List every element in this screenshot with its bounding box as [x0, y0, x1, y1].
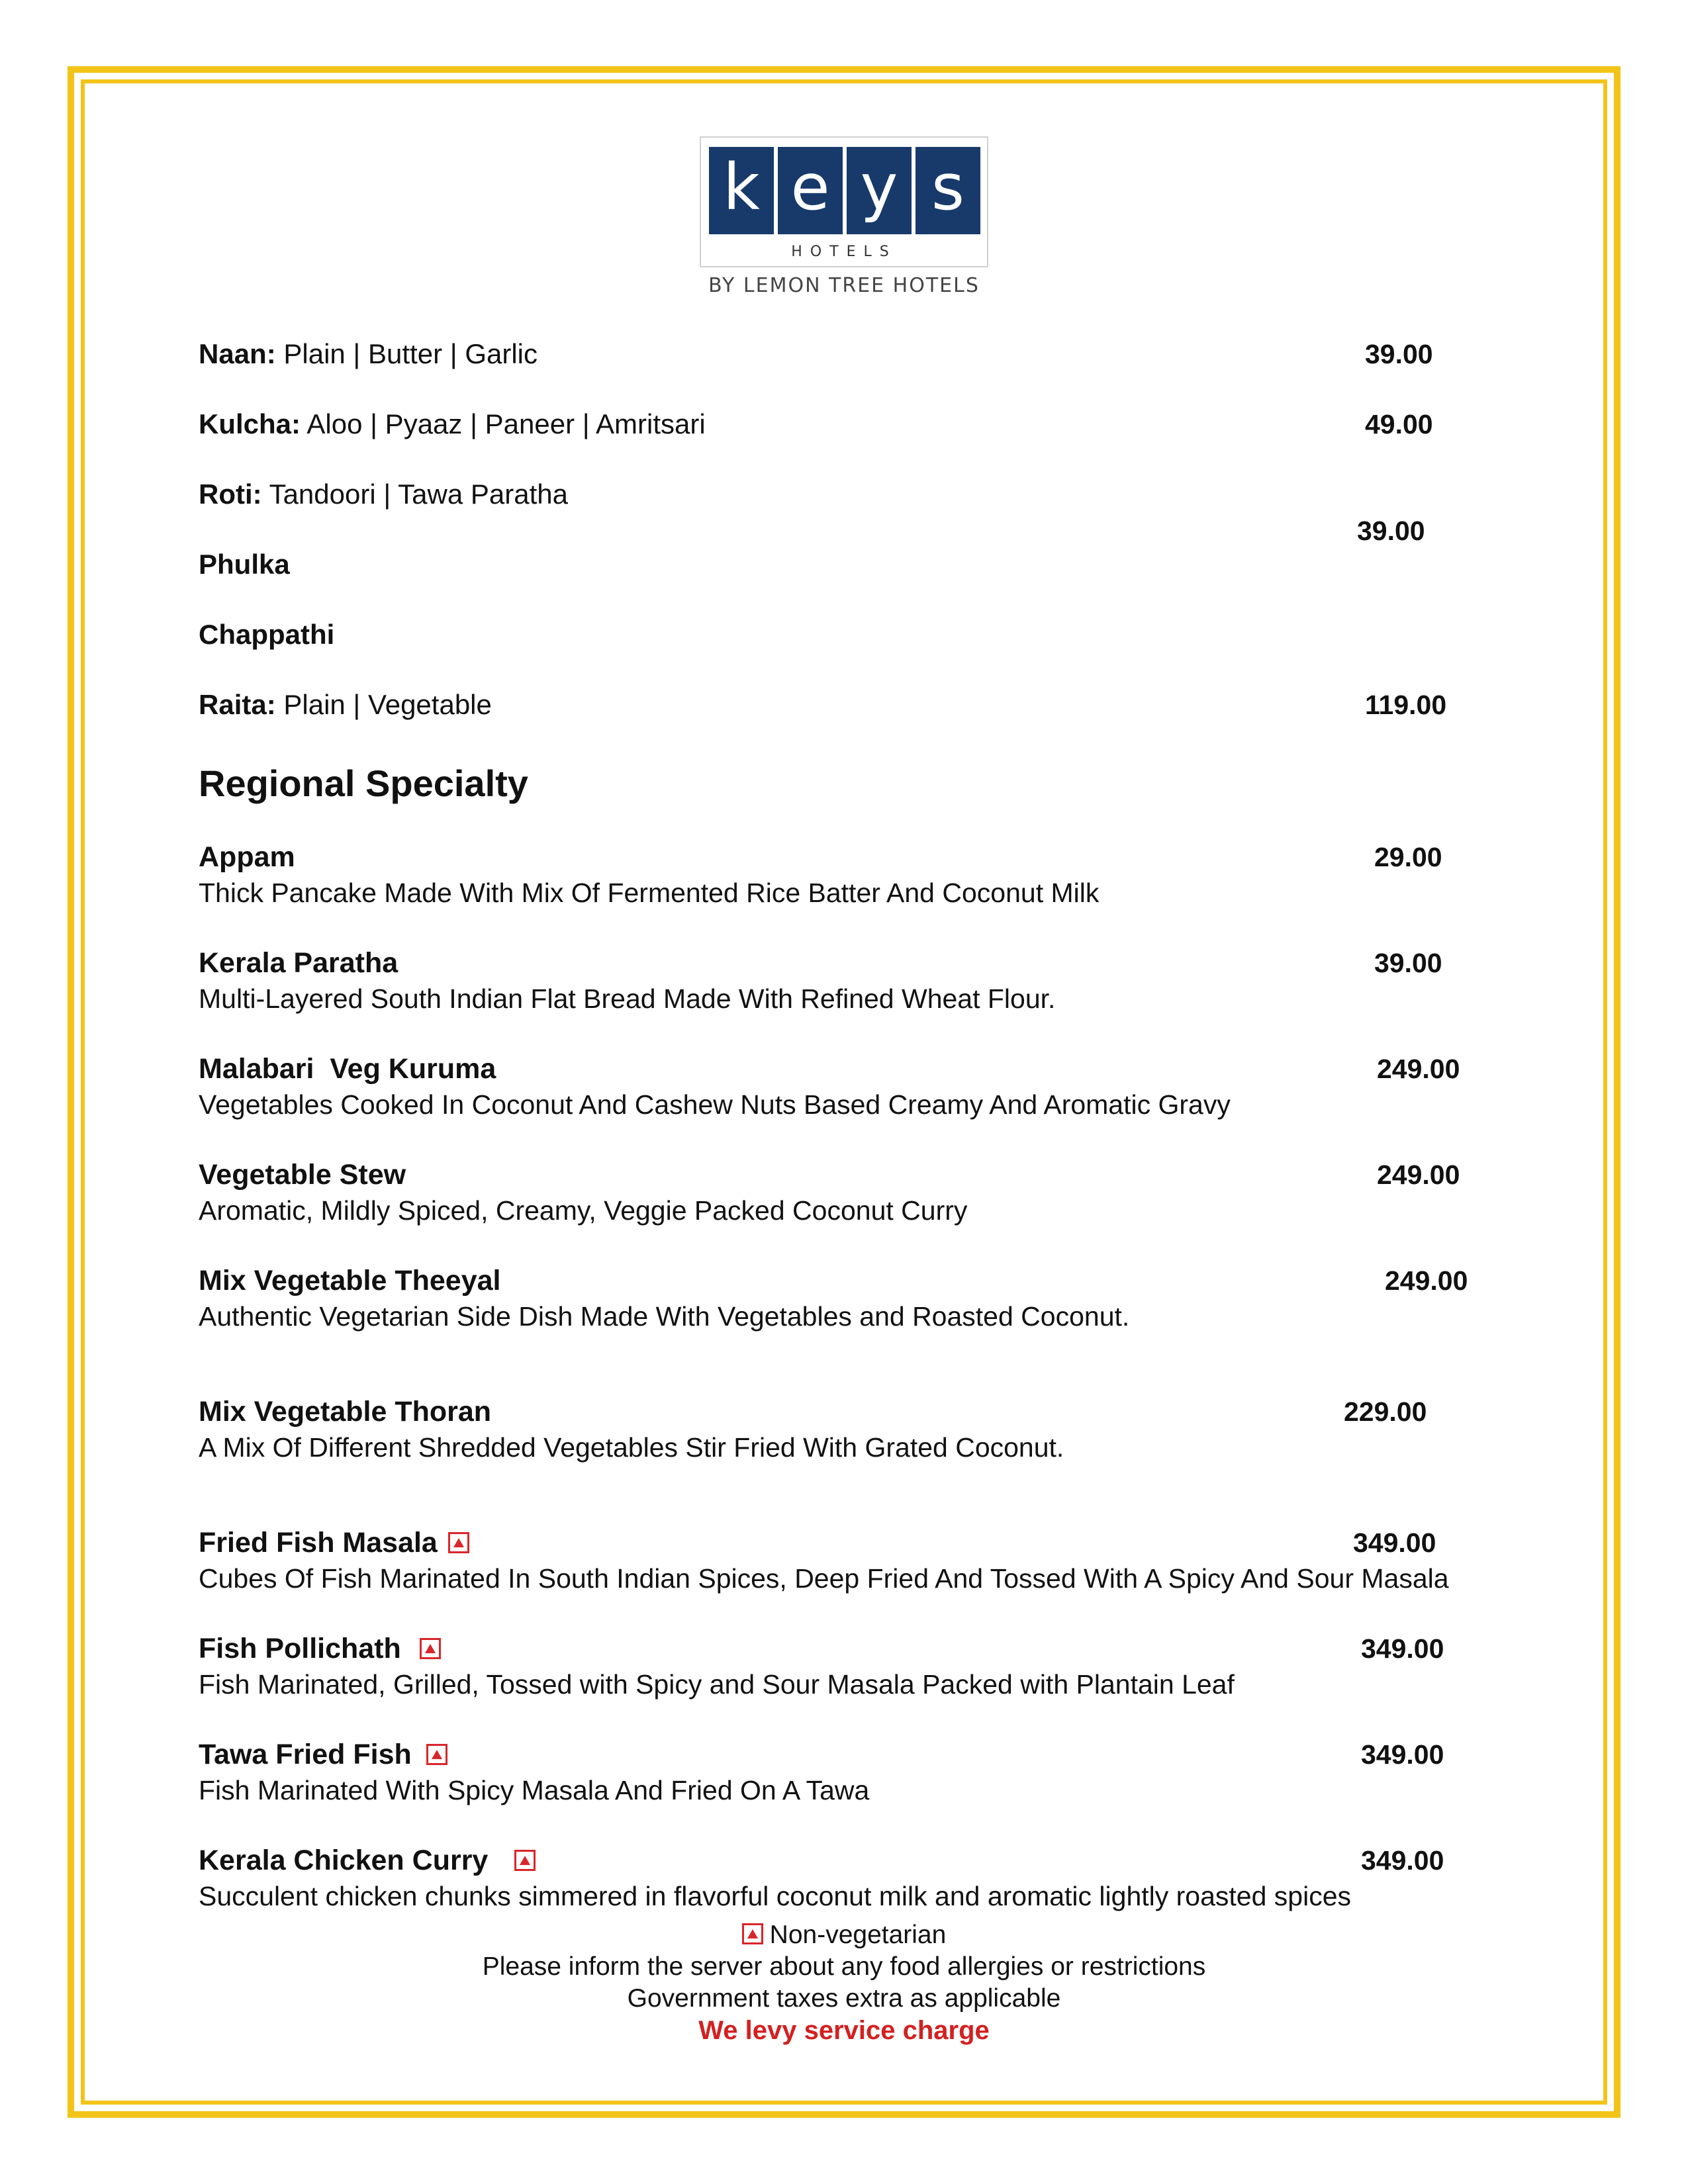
non-veg-icon [514, 1850, 536, 1871]
dish-description: A Mix Of Different Shredded Vegetables Stir Fried With Grated Coconut. [199, 1432, 1064, 1463]
service-charge-note: We levy service charge [698, 2016, 990, 2045]
keys-hotels-logo [700, 136, 988, 267]
item-options: Aloo | Pyaaz | Paneer | Amritsari [306, 408, 706, 439]
item-options: Plain | Butter | Garlic [283, 338, 538, 369]
item-name: Naan: [199, 338, 276, 369]
dish-description: Multi-Layered South Indian Flat Bread Made With Refined Wheat Flour. [199, 983, 1056, 1014]
non-veg-icon [742, 1923, 763, 1944]
item-name: Chappathi [199, 619, 335, 650]
dish-name: Tawa Fried Fish [199, 1739, 412, 1770]
item-price: 39.00 [1374, 948, 1442, 978]
dish-name: Fried Fish Masala [199, 1527, 438, 1559]
item-name: Raita: [199, 689, 276, 720]
dish-name-vegetable-stew: Vegetable Stew [199, 1159, 406, 1191]
menu-item-phulka [199, 548, 290, 581]
dish-description: Succulent chicken chunks simmered in flavorful coconut milk and aromatic lightly roasted spices [199, 1881, 1351, 1911]
non-veg-legend [0, 1919, 1688, 1951]
roti-group-price: 39.00 [1357, 516, 1425, 546]
menu-item-roti [199, 478, 568, 511]
item-price: 49.00 [1365, 409, 1433, 439]
logo-tagline: BY LEMON TREE HOTELS [708, 274, 980, 297]
logo-letter-y: y [847, 147, 912, 234]
dish-description: Aromatic, Mildly Spiced, Creamy, Veggie Packed Coconut Curry [199, 1195, 968, 1226]
dish-description: Cubes Of Fish Marinated In South Indian Spices, Deep Fried And Tossed With A Spicy And Sour Masala [199, 1563, 1449, 1594]
logo-letter-e: e [778, 147, 843, 234]
dish-row-fried-fish-masala [199, 1526, 469, 1559]
dish-name-kerala-paratha: Kerala Paratha [199, 947, 399, 979]
dish-name-mix-vegetable-thoran: Mix Vegetable Thoran [199, 1396, 492, 1428]
dish-description: Authentic Vegetarian Side Dish Made With Vegetables and Roasted Coconut. [199, 1301, 1130, 1332]
non-veg-icon [426, 1744, 447, 1765]
item-options: Plain | Vegetable [283, 689, 492, 720]
dish-description: Vegetables Cooked In Coconut And Cashew Nuts Based Creamy And Aromatic Gravy [199, 1089, 1231, 1120]
item-name: Roti: [199, 478, 262, 510]
tax-note: Government taxes extra as applicable [627, 1984, 1061, 2013]
dish-description: Thick Pancake Made With Mix Of Fermented Rice Batter And Coconut Milk [199, 878, 1100, 908]
menu-item-raita [199, 688, 492, 721]
logo-letter-k: k [709, 147, 774, 234]
legend-label: Non-vegetarian [769, 1921, 947, 1949]
logo-letter-s: s [915, 147, 980, 234]
menu-item-chappathi [199, 618, 334, 651]
dish-name: Kerala Chicken Curry [199, 1844, 489, 1876]
dish-row-tawa-fried-fish [199, 1738, 447, 1771]
non-veg-icon [448, 1532, 469, 1553]
dish-name-mix-vegetable-theeyal: Mix Vegetable Theeyal [199, 1265, 501, 1297]
non-veg-icon [420, 1638, 441, 1659]
item-price: 249.00 [1377, 1160, 1460, 1190]
dish-description: Fish Marinated With Spicy Masala And Fried On A Tawa [199, 1775, 870, 1805]
item-price: 249.00 [1377, 1054, 1460, 1084]
item-price: 39.00 [1365, 339, 1433, 369]
dish-name: Fish Pollichath [199, 1633, 401, 1664]
menu-item-naan [199, 338, 538, 371]
item-price: 119.00 [1365, 690, 1447, 720]
menu-item-kulcha [199, 408, 706, 441]
item-options: Tandoori | Tawa Paratha [269, 478, 568, 510]
item-price: 29.00 [1374, 842, 1442, 872]
logo-hotels-text: HOTELS [791, 244, 897, 260]
dish-row-fish-pollichath [199, 1632, 441, 1665]
item-name: Kulcha: [199, 408, 301, 439]
item-price: 349.00 [1361, 1845, 1444, 1876]
dish-name-malabari-veg-kuruma: Malabari Veg Kuruma [199, 1053, 496, 1085]
section-heading: Regional Specialty [199, 762, 528, 804]
item-name: Phulka [199, 549, 290, 580]
item-price: 229.00 [1344, 1396, 1427, 1427]
dish-description: Fish Marinated, Grilled, Tossed with Spicy and Sour Masala Packed with Plantain Leaf [199, 1669, 1235, 1700]
item-price: 349.00 [1353, 1527, 1436, 1558]
dish-name-appam: Appam [199, 841, 295, 873]
dish-row-kerala-chicken-curry [199, 1844, 536, 1877]
item-price: 249.00 [1385, 1265, 1468, 1296]
item-price: 349.00 [1361, 1633, 1444, 1664]
allergy-note: Please inform the server about any food allergies or restrictions [482, 1952, 1206, 1981]
item-price: 349.00 [1361, 1739, 1444, 1770]
